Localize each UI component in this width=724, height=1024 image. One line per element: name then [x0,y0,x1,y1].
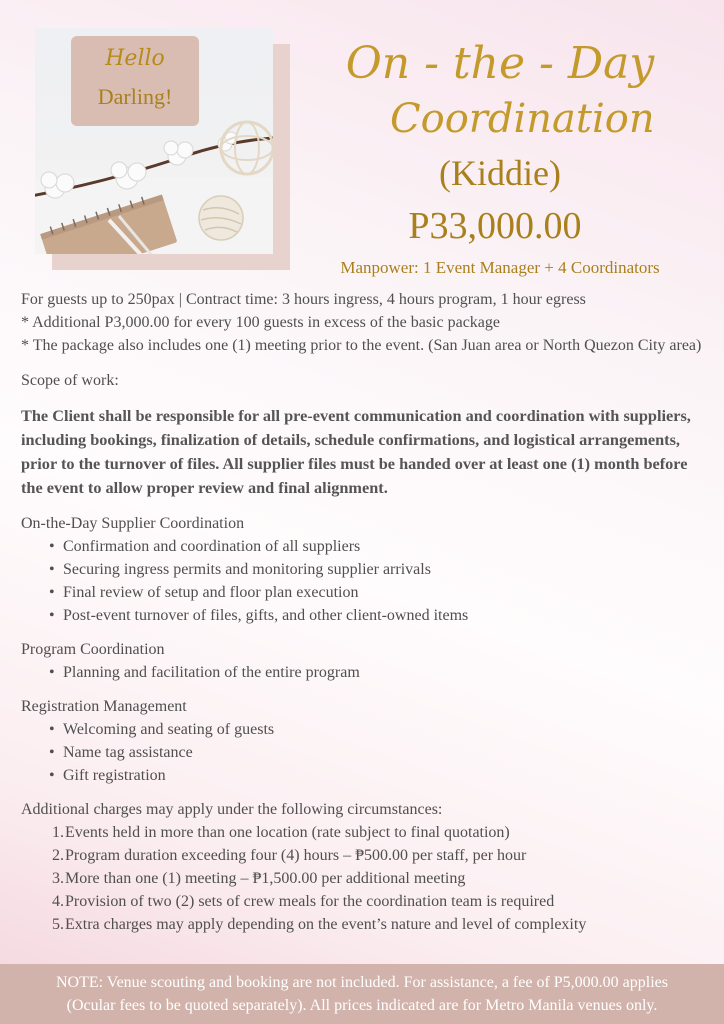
note-line-2: (Ocular fees to be quoted separately). All prices indicated are for Metro Manila venues only. [66,997,658,1014]
list-item: 2. Program duration exceeding four (4) hours – ₱500.00 per staff, per hour [52,847,527,864]
additional-charges-title: Additional charges may apply under the following circumstances: [21,801,443,818]
section-title-supplier: On-the-Day Supplier Coordination [21,515,245,532]
list-item: • Post-event turnover of files, gifts, and other client-owned items [49,604,711,627]
scope-label: Scope of work: [21,372,119,389]
list-item: • Gift registration [49,764,711,787]
guest-contract-line: For guests up to 250pax | Contract time: 3 hours ingress, 4 hours program, 1 hour egress [21,291,586,308]
note-line-1: NOTE: Venue scouting and booking are not included. For assistance, a fee of P5,000.00 applies [55,974,668,991]
list-item: 5. Extra charges may apply depending on the event’s nature and level of complexity [52,916,587,933]
manpower-line: Manpower: 1 Event Manager + 4 Coordinators [340,258,660,277]
supplier-list [21,535,711,627]
package-price: P33,000.00 [408,205,582,247]
program-list [21,661,711,684]
list-item: • Planning and facilitation of the entire program [49,661,711,684]
list-item: • Name tag assistance [49,741,711,764]
note-banner [0,964,724,1024]
hello-darling-card [71,36,199,126]
list-item: • Confirmation and coordination of all suppliers [49,535,711,558]
registration-list [21,718,711,787]
list-item: • Final review of setup and floor plan execution [49,581,711,604]
additional-charges-list [21,821,711,936]
section-title-registration: Registration Management [21,698,187,715]
section-title-program: Program Coordination [21,641,165,658]
package-subtitle: (Kiddie) [439,153,561,193]
title-line-2: Coordination [390,96,655,142]
darling-text: Darling! [97,84,173,109]
hello-text: Hello [105,46,165,71]
list-item: 3. More than one (1) meeting – ₱1,500.00 per additional meeting [52,870,466,887]
header-photo [35,28,273,254]
list-item: • Securing ingress permits and monitoring supplier arrivals [49,558,711,581]
scope-bold-paragraph: The Client shall be responsible for all pre-event communication and coordination with suppliers, including bookings, finalization of details, schedule confirmations, and logistical arrangements, prior to the turnover of files. All supplier files must be handed over at least one (1) month before the event to allow proper review and final alignment. [21,406,691,497]
list-item: • Welcoming and seating of guests [49,718,711,741]
meeting-note: * The package also includes one (1) meeting prior to the event. (San Juan area or North Quezon City area) [21,337,702,354]
list-item: 4. Provision of two (2) sets of crew meals for the coordination team is required [52,893,555,910]
excess-guest-note: * Additional P3,000.00 for every 100 guests in excess of the basic package [21,314,500,331]
package-details [21,288,711,936]
title-line-1: On - the - Day [345,38,655,89]
list-item: 1. Events held in more than one location (rate subject to final quotation) [52,824,510,841]
